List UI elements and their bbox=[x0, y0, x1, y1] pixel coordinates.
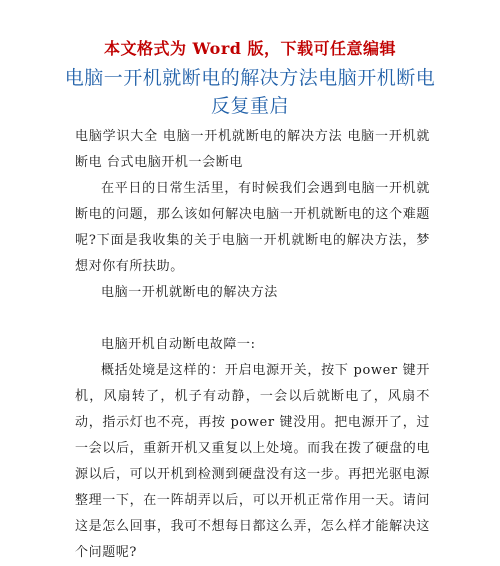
intro-paragraph: 在平日的日常生活里，有时候我们会遇到电脑一开机就断电的问题，那么该如何解决电脑一开机就断电的这个难题呢?下面是我收集的关于电脑一开机就断电的解决方法，梦想对你有所扶助。 bbox=[75, 181, 430, 274]
section-heading: 电脑一开机就断电的解决方法 bbox=[101, 285, 278, 300]
document-body bbox=[75, 124, 430, 566]
format-banner: 本文格式为 Word 版，下载可任意编辑 bbox=[103, 39, 397, 58]
document-title: 电脑一开机就断电的解决方法电脑开机断电反复重启 bbox=[64, 67, 436, 117]
fault-heading: 电脑开机自动断电故障一: bbox=[101, 337, 256, 352]
fault-paragraph: 概括处境是这样的：开启电源开关，按下 power 键开机，风扇转了，机子有动静，一会以后就断电了，风扇不动，指示灯也不亮，再按 power 键没用。把电源开了，过一会以后，重新开机又重复以上处境。而我在拨了硬盘的电源以后，可以开机到检测到硬盘没有这一步。再把光驱电源整理一下，在一阵胡弄以后，可以开机正常作用一天。请问这是怎么回事，我可不想每日都这么弄，怎么样才能解决这个问题呢? bbox=[75, 363, 430, 560]
blank-line bbox=[75, 306, 430, 332]
tag-line: 电脑学识大全 电脑一开机就断电的解决方法 电脑一开机就断电 台式电脑开机一会断电 bbox=[75, 129, 430, 170]
